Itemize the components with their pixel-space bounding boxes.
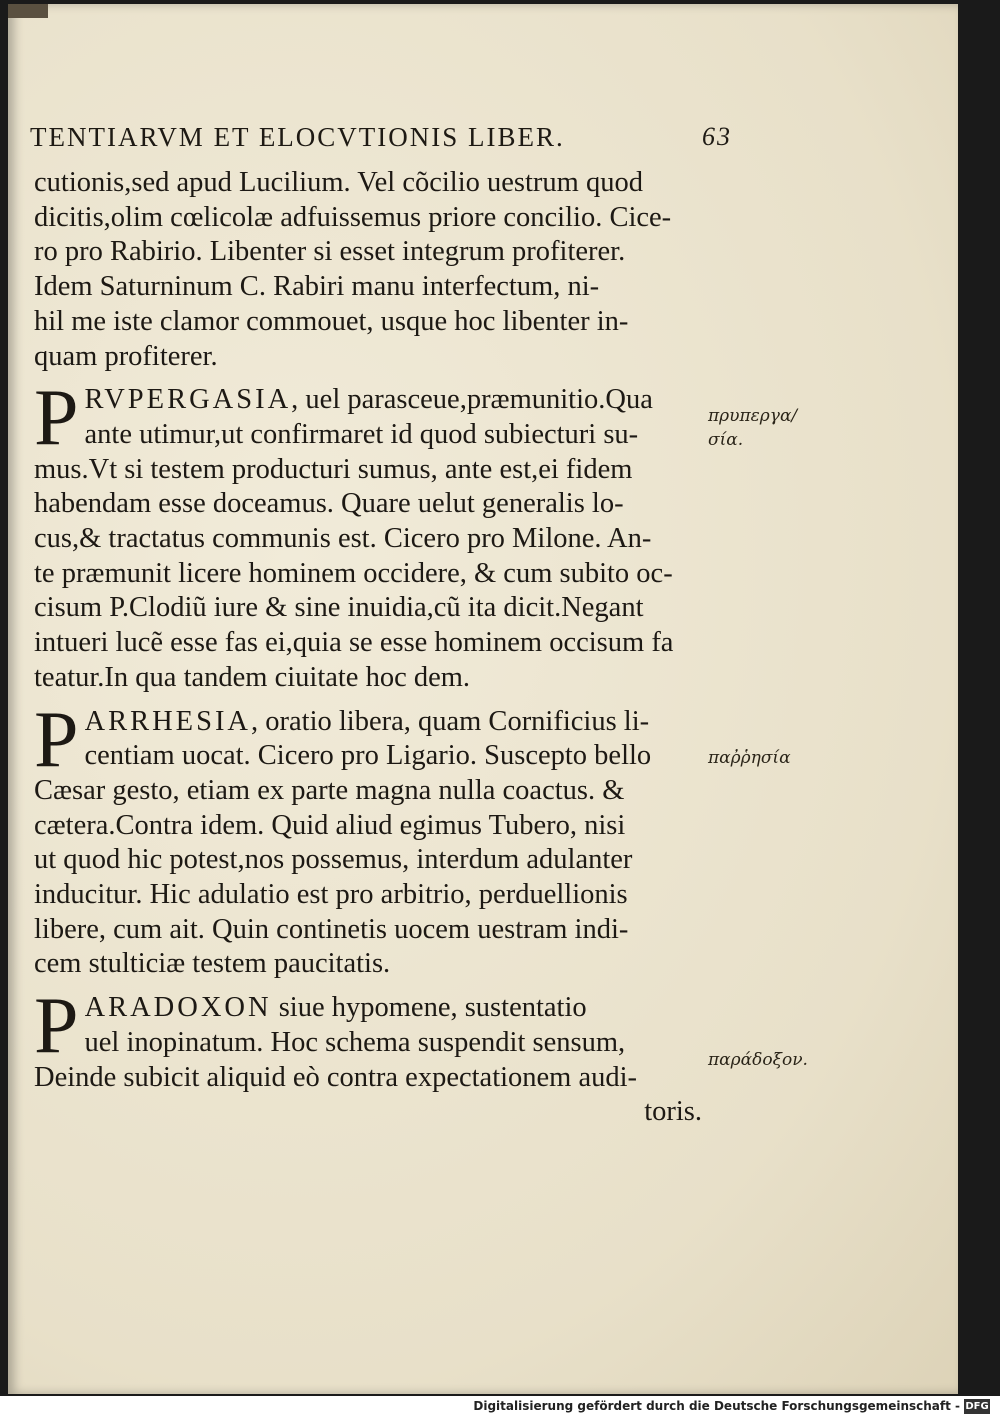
margin-note-paradoxon: παράδοξον. [708,1050,808,1070]
text-line: habendam esse doceamus. Quare uelut generalis lo- [34,488,624,520]
text-line: mus.Vt si testem producturi sumus, ante est,ei fidem [34,453,633,485]
text-block [34,166,702,1130]
catchword: toris. [644,1096,702,1128]
paragraph-paradoxon [34,982,702,1130]
paragraph-parrhesia [34,695,702,983]
text-line: hil me iste clamor commouet, usque hoc libenter in- [34,305,629,337]
paragraph-1 [34,166,702,374]
text-line: Idem Saturninum C. Rabiri manu interfectum, ni- [34,271,600,303]
text-line: centiam uocat. Cicero pro Ligario. Suscepto bello [84,740,652,772]
entry-heading: ARADOXON [84,992,272,1024]
entry-heading: ARRHESIA [84,705,252,737]
text-line: teatur.In qua tandem ciuitate hoc dem. [34,661,471,693]
text-line: te præmunit licere hominem occidere, & cum subito oc- [34,557,673,589]
text-line: cutionis,sed apud Lucilium. Vel cõcilio uestrum quod [34,167,643,198]
gutter-mark [8,4,48,18]
text-span: , uel parasceue,præmunitio.Qua [291,384,653,416]
margin-note-parrhesia: παῤῥησία [708,748,791,768]
running-head [30,122,732,153]
dfg-logo-icon: DFG [965,1401,989,1412]
footer-credit: Digitalisierung gefördert durch die Deutsche Forschungsgemeinschaft - [473,1399,960,1413]
text-line: inducitur. Hic adulatio est pro arbitrio, perduellionis [34,879,628,911]
footer-bar [0,1396,1000,1419]
drop-cap: P [34,695,79,784]
text-line: quam profiterer. [34,340,218,372]
text-line: uel inopinatum. Hoc schema suspendit sensum, [84,1026,626,1058]
text-line: Cæsar gesto, etiam ex parte magna nulla coactus. & [34,774,625,806]
margin-note-prupergasia [708,404,838,452]
text-span: , oratio libera, quam Cornificius li- [251,705,650,737]
text-line: cætera.Contra idem. Quid aliud egimus Tubero, nisi [34,809,626,841]
entry-heading: RVPERGASIA [84,384,292,416]
text-span: siue hypomene, sustentatio [271,992,587,1024]
drop-cap: P [34,374,79,463]
margin-note-line: σία. [708,430,744,450]
text-line: cus,& tractatus communis est. Cicero pro Milone. An- [34,523,652,555]
text-line: cisum P.Clodiũ iure & sine inuidia,cũ ita dicit.Negant [34,592,644,624]
folio-number: 63 [702,122,732,151]
text-line: ante utimur,ut confirmaret id quod subiecturi su- [84,418,639,450]
margin-note-line: πρυπεργα/ [708,406,798,426]
drop-cap: P [34,982,79,1071]
running-head-title: TENTIARVM ET ELOCVTIONIS LIBER. [30,122,565,152]
text-line: libere, cum ait. Quin continetis uocem uestram indi- [34,913,629,945]
text-line: ro pro Rabirio. Libenter si esset integrum profiterer. [34,236,626,268]
text-line: ut quod hic potest,nos possemus, interdum adulanter [34,844,633,876]
text-line: intueri lucẽ esse fas ei,quia se esse hominem occisum fa [34,627,674,659]
text-line: cem stulticiæ testem paucitatis. [34,948,391,980]
text-line: Deinde subicit aliquid eò contra expectationem audi- [34,1061,638,1093]
text-line: dicitis,olim cœlicolæ adfuissemus priore concilio. Cice- [34,201,672,233]
paragraph-prupergasia [34,374,702,695]
